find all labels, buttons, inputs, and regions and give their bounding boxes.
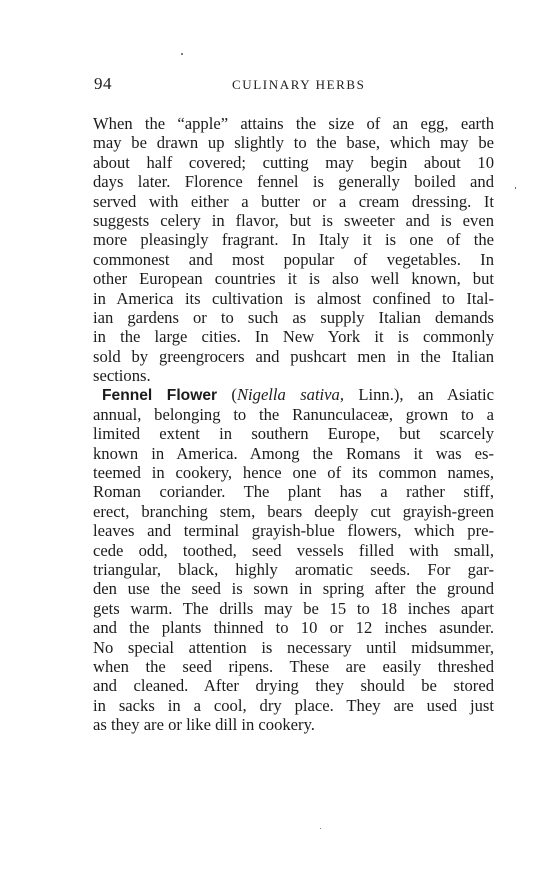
text-line: commonest and most popular of vegetables. In <box>93 249 494 269</box>
text-line: as they are or like dill in cookery. <box>93 715 315 735</box>
text-line: served with either a butter or a cream dressing. It <box>93 191 494 211</box>
text-line: triangular, black, highly aromatic seeds. For gar- <box>93 559 494 579</box>
text-line <box>93 385 494 404</box>
text-line: known in America. Among the Romans it was es- <box>93 443 494 463</box>
text-line: When the “apple” attains the size of an egg, earth <box>93 114 494 133</box>
paragraph-fennel-flower <box>93 385 494 734</box>
text-line: suggests celery in flavor, but is sweeter and is even <box>93 210 494 230</box>
text-line: annual, belonging to the Ranunculaceæ, grown to a <box>93 404 494 424</box>
text-line: when the seed ripens. These are easily threshed <box>93 656 494 676</box>
text-line: den use the seed is sown in spring after the ground <box>93 579 494 599</box>
text-line: erect, branching stem, bears deeply cut grayish-green <box>93 501 494 521</box>
text-line: about half covered; cutting may begin about 10 <box>93 152 494 172</box>
page-header <box>92 70 494 94</box>
text-line: more pleasingly fragrant. In Italy it is one of the <box>93 230 494 250</box>
text-line: in the large cities. In New York it is commonly <box>93 327 494 347</box>
text-line: in America its cultivation is almost confined to Ital- <box>93 288 494 308</box>
paren-open: ( <box>217 385 237 405</box>
body-text <box>93 114 494 735</box>
text-line: leaves and terminal grayish-blue flowers, which pre- <box>93 521 494 541</box>
text-line: limited extent in southern Europe, but scarcely <box>93 424 494 444</box>
first-line-rest: Linn.), an Asiatic <box>343 385 494 405</box>
text-line: and cleaned. After drying they should be stored <box>93 676 494 696</box>
text-line: may be drawn up slightly to the base, which may be <box>93 133 494 153</box>
text-line: No special attention is necessary until midsummer, <box>93 637 494 657</box>
text-line: other European countries it is also well known, but <box>93 269 494 289</box>
text-line: sold by greengrocers and pushcart men in the Italian <box>93 346 494 366</box>
text-line: ian gardens or to such as supply Italian demands <box>93 307 494 327</box>
text-line: sections. <box>93 366 151 386</box>
paper-speck <box>515 187 516 189</box>
botanical-name: Nigella sativa, <box>236 385 344 405</box>
paper-speck <box>320 828 321 829</box>
running-head: CULINARY HERBS <box>232 77 366 92</box>
paper-speck <box>181 53 183 55</box>
text-line: and the plants thinned to 10 or 12 inches asunder. <box>93 618 494 638</box>
text-line: days later. Florence fennel is generally boiled and <box>93 172 494 192</box>
page-number: 94 <box>94 74 112 93</box>
text-line: in sacks in a cool, dry place. They are used just <box>93 695 494 715</box>
text-line: teemed in cookery, hence one of its common names, <box>93 463 494 483</box>
text-line: Roman coriander. The plant has a rather stiff, <box>93 482 494 502</box>
paragraph-florence-fennel <box>93 114 494 385</box>
text-line: cede odd, toothed, seed vessels filled with small, <box>93 540 494 560</box>
text-line: gets warm. The drills may be 15 to 18 inches apart <box>93 598 494 618</box>
entry-term: Fennel Flower <box>102 387 218 405</box>
